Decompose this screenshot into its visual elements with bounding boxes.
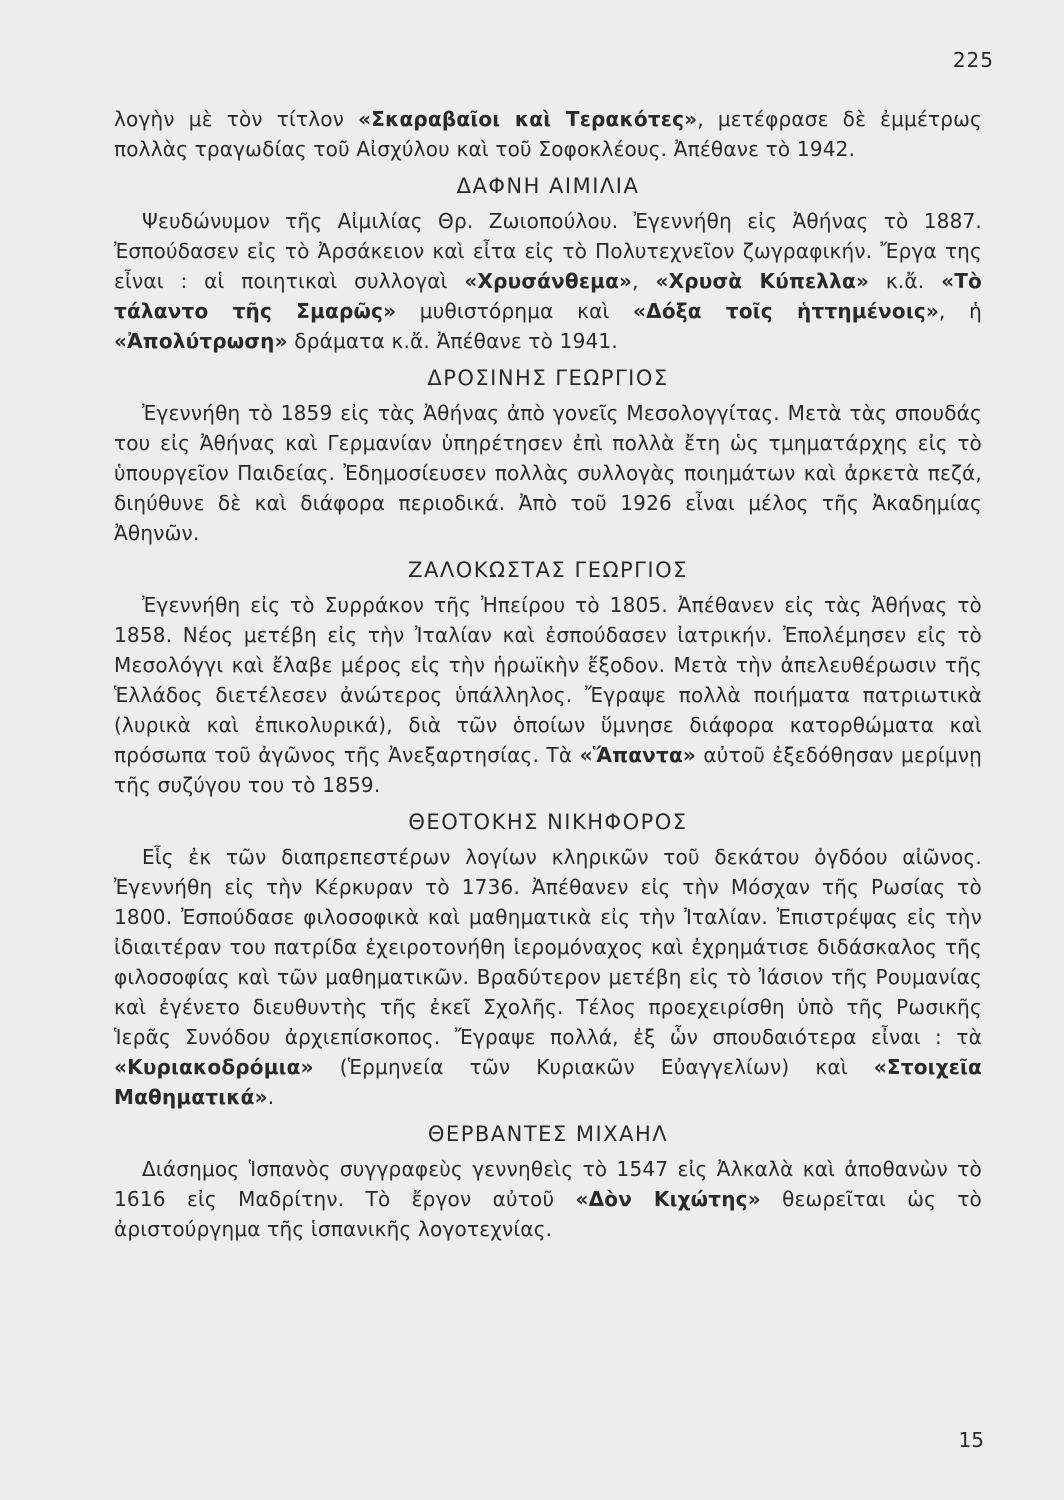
entry-heading: ΖΑΛΟΚΩΣΤΑΣ ΓΕΩΡΓΙΟΣ: [408, 558, 688, 582]
entry-paragraph: [114, 398, 982, 548]
entry-paragraph: [114, 104, 982, 164]
entry-paragraph: [114, 590, 982, 800]
title-text: «Τὸ τάλαντο τῆς Σμαρῶς»: [114, 269, 982, 323]
body-text: δράματα κ.ἄ. Ἀπέθανε τὸ 1941.: [287, 329, 618, 353]
body-text: , μετέφρασε δὲ ἐμμέτρως πολλὰς τραγωδίας τοῦ Αἰσχύλου καὶ τοῦ Σοφοκλέους. Ἀπέθανε τὸ 1942.: [114, 107, 982, 161]
entry-heading: ΔΡΟΣΙΝΗΣ ΓΕΩΡΓΙΟΣ: [427, 366, 669, 390]
title-text: «Δόξα τοῖς ἡττημένοις»: [633, 299, 939, 323]
entry-heading: ΘΕΟΤΟΚΗΣ ΝΙΚΗΦΟΡΟΣ: [408, 810, 688, 834]
title-text: «Στοιχεῖα Μαθηματικά»: [114, 1055, 982, 1109]
title-text: «Κυριακοδρόμια»: [114, 1055, 314, 1079]
body-text: Εἷς ἐκ τῶν διαπρεπεστέρων λογίων κληρικῶν τοῦ δεκάτου ὀγδόου αἰῶνος. Ἐγεννήθη εἰς τὴν Κέρκυραν τὸ 1736. Ἀπέθανεν εἰς τὴν Μόσχαν τῆς Ρωσίας τὸ 1800. Ἐσπούδασε φιλοσοφικὰ καὶ μαθηματικὰ εἰς τὴν Ἰταλίαν. Ἐπιστρέψας εἰς τὴν ἰδιαιτέραν του πατρίδα ἐχειροτονήθη ἱερομόναχος καὶ ἐχρημάτισε διδάσκαλος τῆς φιλοσοφίας καὶ τῶν μαθηματικῶν. Βραδύτερον μετέβη εἰς τὸ Ἰάσιον τῆς Ρουμανίας καὶ ἐγένετο διευθυντὴς τῆς ἐκεῖ Σχολῆς. Τέλος προεχειρίσθη ὑπὸ τῆς Ρωσικῆς Ἱερᾶς Συνόδου ἀρχιεπίσκοπος. Ἔγραψε πολλά, ἐξ ὧν σπουδαιότερα εἶναι : τὰ: [114, 845, 982, 1049]
body-text: ,: [632, 269, 656, 293]
body-text: (Ἑρμηνεία τῶν Κυριακῶν Εὐαγγελίων) καὶ: [313, 1055, 874, 1079]
title-text: «Ἀπολύτρωση»: [114, 329, 288, 353]
body-text: Ἐγεννήθη τὸ 1859 εἰς τὰς Ἀθήνας ἀπὸ γονεῖς Μεσολογγίτας. Μετὰ τὰς σπουδάς του εἰς Ἀθήνας καὶ Γερμανίαν ὑπηρέτησεν ἐπὶ πολλὰ ἔτη ὡς τμηματάρχης εἰς τὸ ὑπουργεῖον Παιδείας. Ἐδημοσίευσεν πολλὰς συλλογὰς ποιημάτων καὶ ἀρκετὰ πεζά, διηύθυνε δὲ καὶ διάφορα περιοδικά. Ἀπὸ τοῦ 1926 εἶναι μέλος τῆς Ἀκαδημίας Ἀθηνῶν.: [114, 401, 982, 545]
page-number: 225: [952, 48, 994, 72]
entry-paragraph: [114, 842, 982, 1112]
body-text: .: [267, 1085, 275, 1109]
entry: [114, 366, 982, 548]
entry-heading: ΘΕΡΒΑΝΤΕΣ ΜΙΧΑΗΛ: [427, 1122, 669, 1146]
body-text: , ἡ: [939, 299, 982, 323]
entry-heading: ΔΑΦΝΗ ΑΙΜΙΛΙΑ: [456, 174, 640, 198]
entry-paragraph: [114, 206, 982, 356]
body-text: λογὴν μὲ τὸν τίτλον: [114, 107, 359, 131]
body-text: θεωρεῖται ὡς τὸ ἀριστούργημα τῆς ἱσπανικῆς λογοτεχνίας.: [114, 1187, 982, 1241]
body-text: Ψευδώνυμον τῆς Αἰμιλίας Θρ. Ζωιοπούλου. Ἐγεννήθη εἰς Ἀθήνας τὸ 1887. Ἐσπούδασεν εἰς τὸ Ἀρσάκειον καὶ εἶτα εἰς τὸ Πολυτεχνεῖον ζωγραφικήν. Ἔργα της εἶναι : αἱ ποιητικαὶ συλλογαὶ: [114, 209, 982, 293]
title-text: «Δὸν Κιχώτης»: [575, 1187, 761, 1211]
entry: [114, 810, 982, 1112]
title-text: «Σκαραβαῖοι καὶ Τερακότες»: [358, 107, 698, 131]
entry-paragraph: [114, 1154, 982, 1244]
title-text: «Χρυσάνθεμα»: [464, 269, 633, 293]
page-content: [114, 104, 982, 1250]
entry: [114, 558, 982, 800]
body-text: Διάσημος Ἱσπανὸς συγγραφεὺς γεννηθεὶς τὸ 1547 εἰς Ἀλκαλὰ καὶ ἀποθανὼν τὸ 1616 εἰς Μαδρίτην. Τὸ ἔργον αὐτοῦ: [114, 1157, 982, 1211]
body-text: κ.ἄ.: [869, 269, 942, 293]
entry: [114, 174, 982, 356]
body-text: μυθιστόρημα καὶ: [396, 299, 634, 323]
entry: [114, 104, 982, 164]
entry: [114, 1122, 982, 1244]
signature-mark: 15: [958, 1428, 984, 1452]
title-text: «Χρυσὰ Κύπελλα»: [655, 269, 870, 293]
title-text: «Ἅπαντα»: [579, 743, 697, 767]
body-text: Ἐγεννήθη εἰς τὸ Συρράκον τῆς Ἠπείρου τὸ 1805. Ἀπέθανεν εἰς τὰς Ἀθήνας τὸ 1858. Νέος μετέβη εἰς τὴν Ἰταλίαν καὶ ἐσπούδασεν ἰατρικήν. Ἐπολέμησεν εἰς τὸ Μεσολόγγι καὶ ἔλαβε μέρος εἰς τὴν ἡρωϊκὴν ἔξοδον. Μετὰ τὴν ἀπελευθέρωσιν τῆς Ἑλλάδος διετέλεσεν ἀνώτερος ὑπάλληλος. Ἔγραψε πολλὰ ποιήματα πατριωτικὰ (λυρικὰ καὶ ἐπικολυρικά), διὰ τῶν ὁποίων ὕμνησε διάφορα κατορθώματα καὶ πρόσωπα τοῦ ἀγῶνος τῆς Ἀνεξαρτησίας. Τὰ: [114, 593, 982, 767]
body-text: αὐτοῦ ἐξεδόθησαν μερίμνῃ τῆς συζύγου του τὸ 1859.: [114, 743, 982, 797]
